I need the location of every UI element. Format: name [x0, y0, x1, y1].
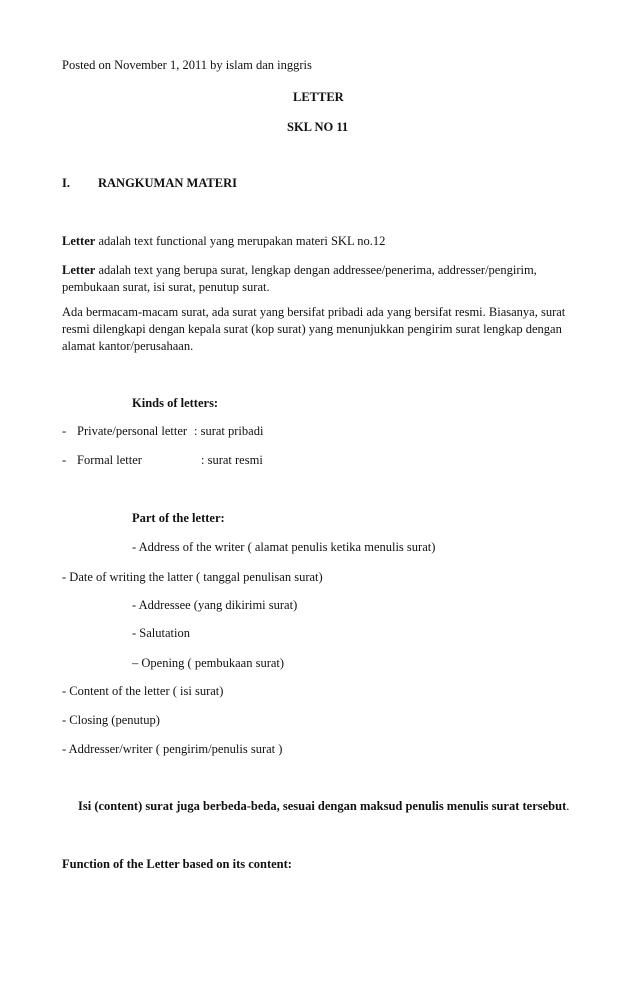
paragraph-3: Ada bermacam-macam surat, ada surat yang bersifat pribadi ada yang bersifat resmi. Biasanya, surat resmi dilengkapi dengan kepala surat (kop surat) yang menunjukkan pengirim surat lengkap dengan alamat kantor/perusahaan.	[62, 305, 566, 353]
parts-item: – Opening ( pembukaan surat)	[132, 656, 285, 670]
content-note-text: Isi (content) surat juga berbeda-beda, sesuai dengan maksud penulis menulis surat tersebut	[78, 799, 567, 813]
parts-item: - Address of the writer ( alamat penulis ketika menulis surat)	[132, 540, 436, 554]
kinds-item-term: Private/personal letter	[77, 424, 188, 438]
parts-item: - Content of the letter ( isi surat)	[62, 684, 224, 698]
paragraph-2-text: adalah text yang berupa surat, lengkap dengan addressee/penerima, addresser/pengirim, pembukaan surat, isi surat, penutup surat.	[62, 263, 537, 294]
section-heading: RANGKUMAN MATERI	[98, 176, 237, 190]
posted-line: Posted on November 1, 2011 by islam dan inggris	[62, 58, 312, 72]
document-title: LETTER	[293, 90, 344, 104]
parts-item: - Addresser/writer ( pengirim/penulis surat )	[62, 742, 283, 756]
letter-term: Letter	[62, 263, 96, 277]
kinds-item-dash: -	[62, 424, 67, 438]
function-heading: Function of the Letter based on its content:	[62, 857, 292, 871]
section-number: I.	[62, 176, 70, 190]
paragraph-1	[62, 233, 582, 250]
document-subtitle: SKL NO 11	[287, 120, 349, 134]
kinds-item-meaning: : surat resmi	[201, 453, 263, 467]
parts-item: - Salutation	[132, 626, 190, 640]
paragraph-2	[62, 262, 582, 296]
kinds-heading: Kinds of letters:	[132, 396, 219, 410]
parts-item: - Addressee (yang dikirimi surat)	[132, 598, 298, 612]
kinds-item-meaning: : surat pribadi	[194, 424, 264, 438]
parts-item: - Date of writing the latter ( tanggal penulisan surat)	[62, 570, 323, 584]
content-note-period: .	[566, 799, 570, 813]
parts-item: - Closing (penutup)	[62, 713, 160, 727]
paragraph-1-text: adalah text functional yang merupakan materi SKL no.12	[95, 234, 386, 248]
letter-term: Letter	[62, 234, 96, 248]
kinds-item-dash: -	[62, 453, 67, 467]
kinds-item-term: Formal letter	[77, 453, 142, 467]
parts-heading: Part of the letter:	[132, 511, 225, 525]
content-note	[78, 798, 569, 814]
